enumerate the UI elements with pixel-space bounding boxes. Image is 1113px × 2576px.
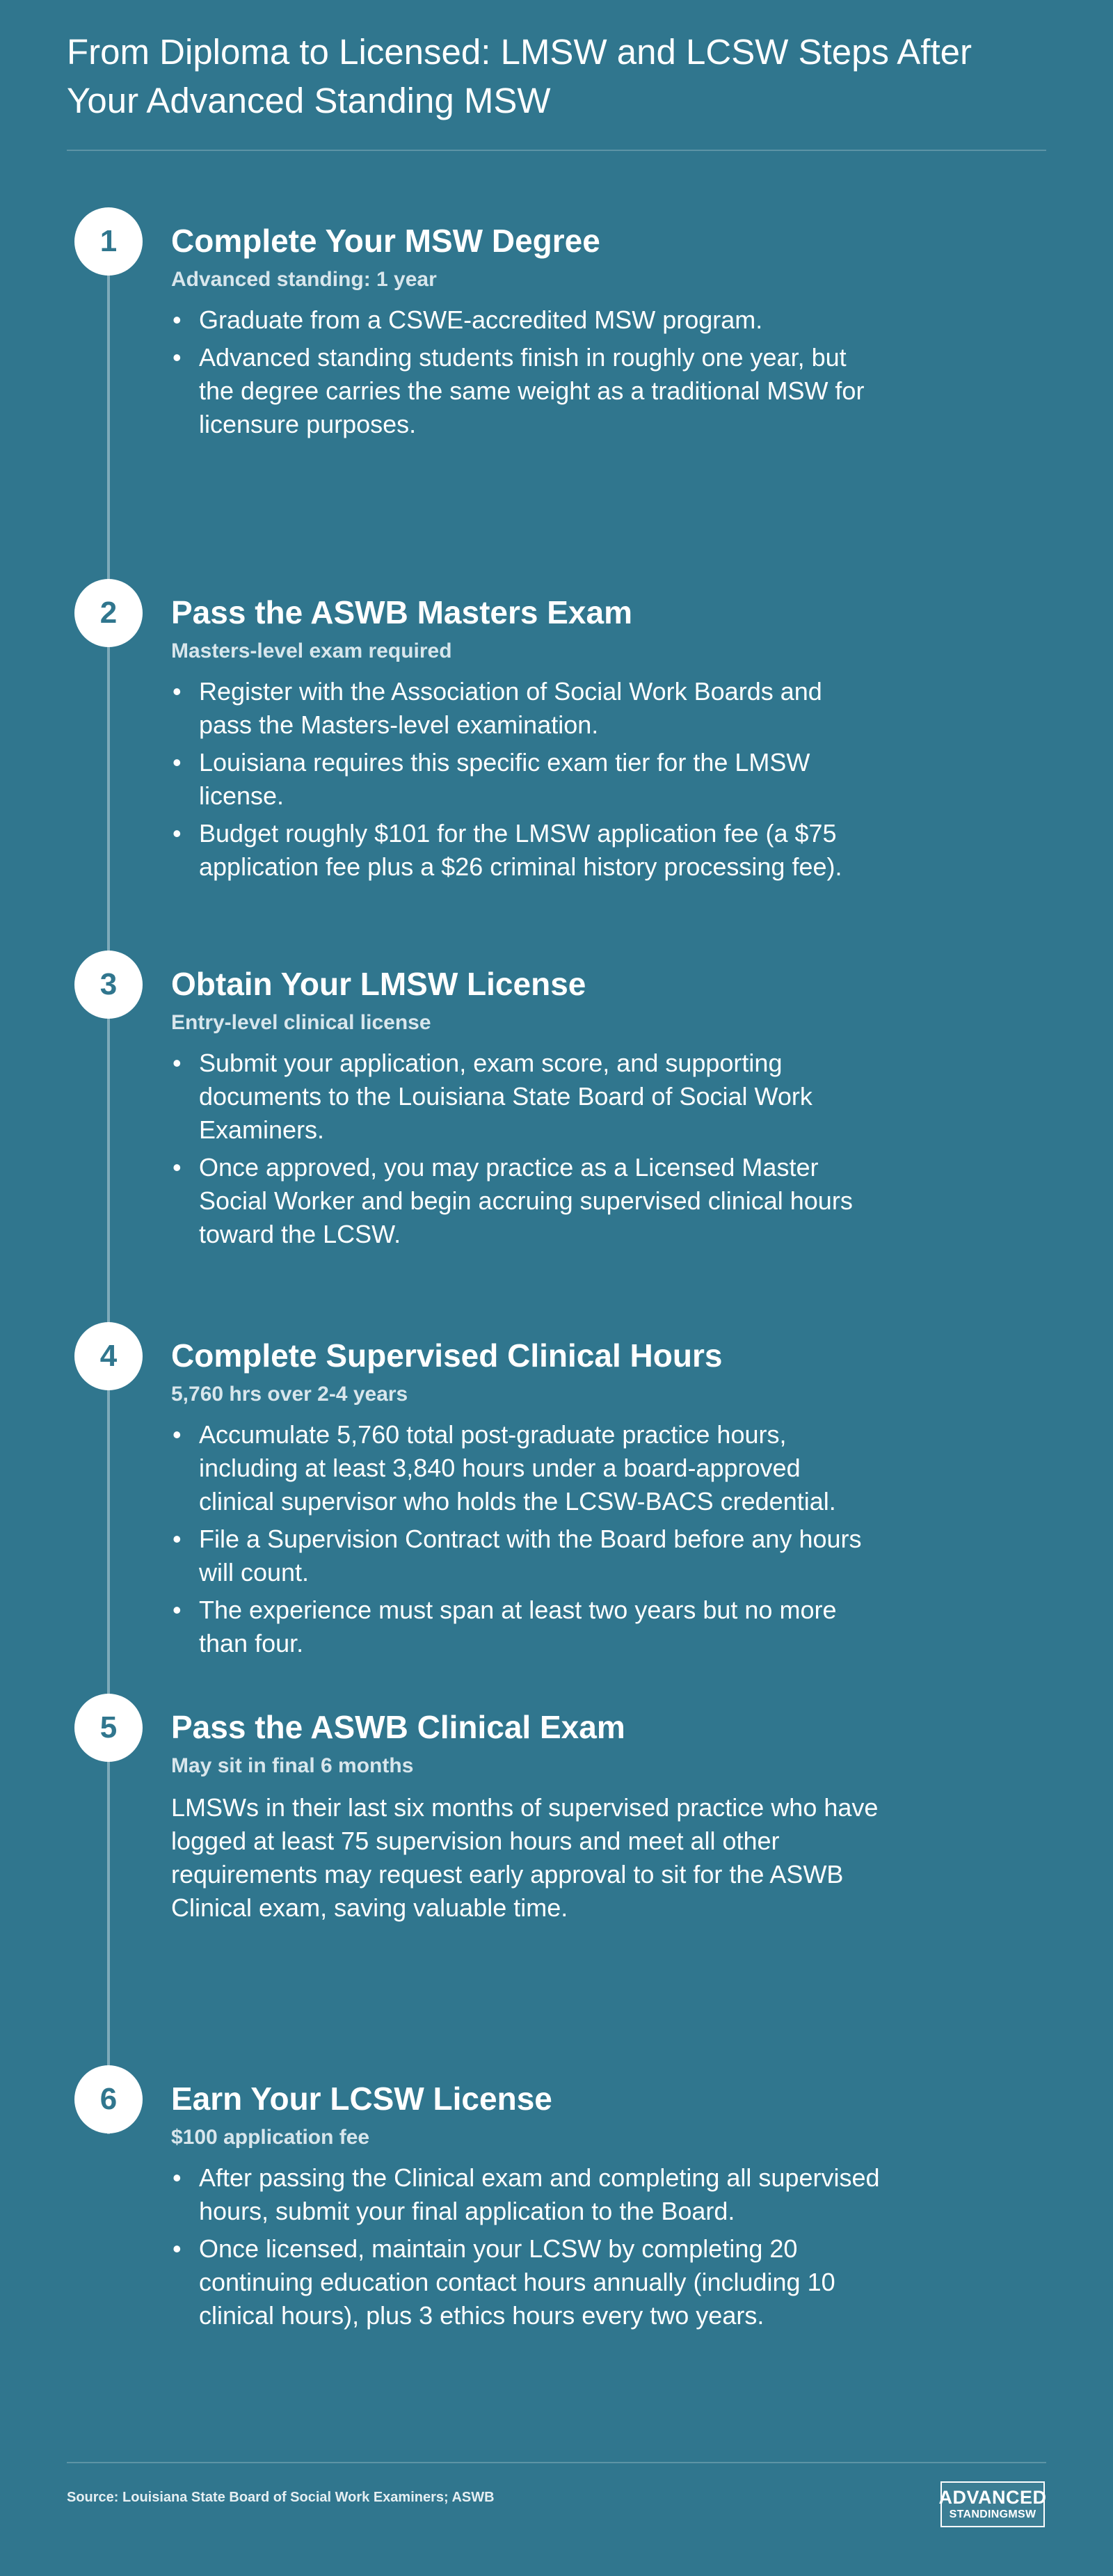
step-subtitle: $100 application fee <box>171 2126 370 2149</box>
bullet-item: • Louisiana requires this specific exam tier for the LMSW license. <box>171 746 881 813</box>
step-bullets <box>171 1047 881 1255</box>
bullet-item: • File a Supervision Contract with the Board before any hours will count. <box>171 1522 881 1589</box>
source-note: Source: Louisiana State Board of Social Work Examiners; ASWB <box>67 2490 495 2505</box>
step-bullets <box>171 303 881 445</box>
step-subtitle: Entry-level clinical license <box>171 1011 431 1034</box>
step-number-badge: 3 <box>74 951 143 1019</box>
bullet-item: • Once approved, you may practice as a Licensed Master Social Worker and begin accruing supervised clinical hours toward the LCSW. <box>171 1151 881 1251</box>
logo-text-bottom: STANDINGMSW <box>949 2509 1036 2520</box>
step-subtitle: 5,760 hrs over 2-4 years <box>171 1383 408 1406</box>
step-title: Complete Your MSW Degree <box>171 223 600 259</box>
step-bullets <box>171 675 881 888</box>
step-number-badge: 5 <box>74 1694 143 1762</box>
step-title: Earn Your LCSW License <box>171 2081 552 2117</box>
step-subtitle: May sit in final 6 months <box>171 1754 414 1777</box>
timeline-line <box>107 241 110 2134</box>
step-subtitle: Advanced standing: 1 year <box>171 268 437 291</box>
bullet-item: • Accumulate 5,760 total post-graduate practice hours, including at least 3,840 hours under a board-approved clinical supervisor who holds the LCSW-BACS credential. <box>171 1418 881 1518</box>
step-bullets <box>171 1418 881 1664</box>
bullet-item: • Graduate from a CSWE-accredited MSW program. <box>171 303 881 337</box>
step-title: Pass the ASWB Masters Exam <box>171 594 633 630</box>
step-title: Pass the ASWB Clinical Exam <box>171 1709 625 1745</box>
bullet-item: • Register with the Association of Social Work Boards and pass the Masters-level examination. <box>171 675 881 742</box>
bullet-item: • Budget roughly $101 for the LMSW application fee (a $75 application fee plus a $26 criminal history processing fee). <box>171 817 881 884</box>
title-divider <box>67 150 1046 151</box>
step-paragraph: LMSWs in their last six months of supervised practice who have logged at least 75 supervision hours and meet all other requirements may request early approval to sit for the ASWB Clinical exam, saving valuable time. <box>171 1793 879 1922</box>
bullet-item: • Once licensed, maintain your LCSW by completing 20 continuing education contact hours annually (including 10 clinical hours), plus 3 ethics hours every two years. <box>171 2232 881 2332</box>
footer-divider <box>67 2462 1046 2463</box>
step-title: Obtain Your LMSW License <box>171 966 586 1002</box>
bullet-item: • Submit your application, exam score, and supporting documents to the Louisiana State Board of Social Work Examiners. <box>171 1047 881 1147</box>
bullet-item: • The experience must span at least two years but no more than four. <box>171 1593 881 1660</box>
brand-logo[interactable] <box>940 2481 1045 2527</box>
step-number-badge: 1 <box>74 207 143 276</box>
logo-text-top: ADVANCED <box>938 2487 1047 2508</box>
step-number-badge: 2 <box>74 579 143 647</box>
step-subtitle: Masters-level exam required <box>171 639 452 662</box>
step-number-badge: 6 <box>74 2065 143 2133</box>
step-title: Complete Supervised Clinical Hours <box>171 1337 723 1374</box>
bullet-item: • After passing the Clinical exam and completing all supervised hours, submit your final application to the Board. <box>171 2161 881 2228</box>
bullet-item: • Advanced standing students finish in roughly one year, but the degree carries the same weight as a traditional MSW for licensure purposes. <box>171 341 881 441</box>
step-bullets <box>171 2161 881 2337</box>
page-title: From Diploma to Licensed: LMSW and LCSW Steps After Your Advanced Standing MSW <box>67 32 972 120</box>
step-number-badge: 4 <box>74 1322 143 1390</box>
